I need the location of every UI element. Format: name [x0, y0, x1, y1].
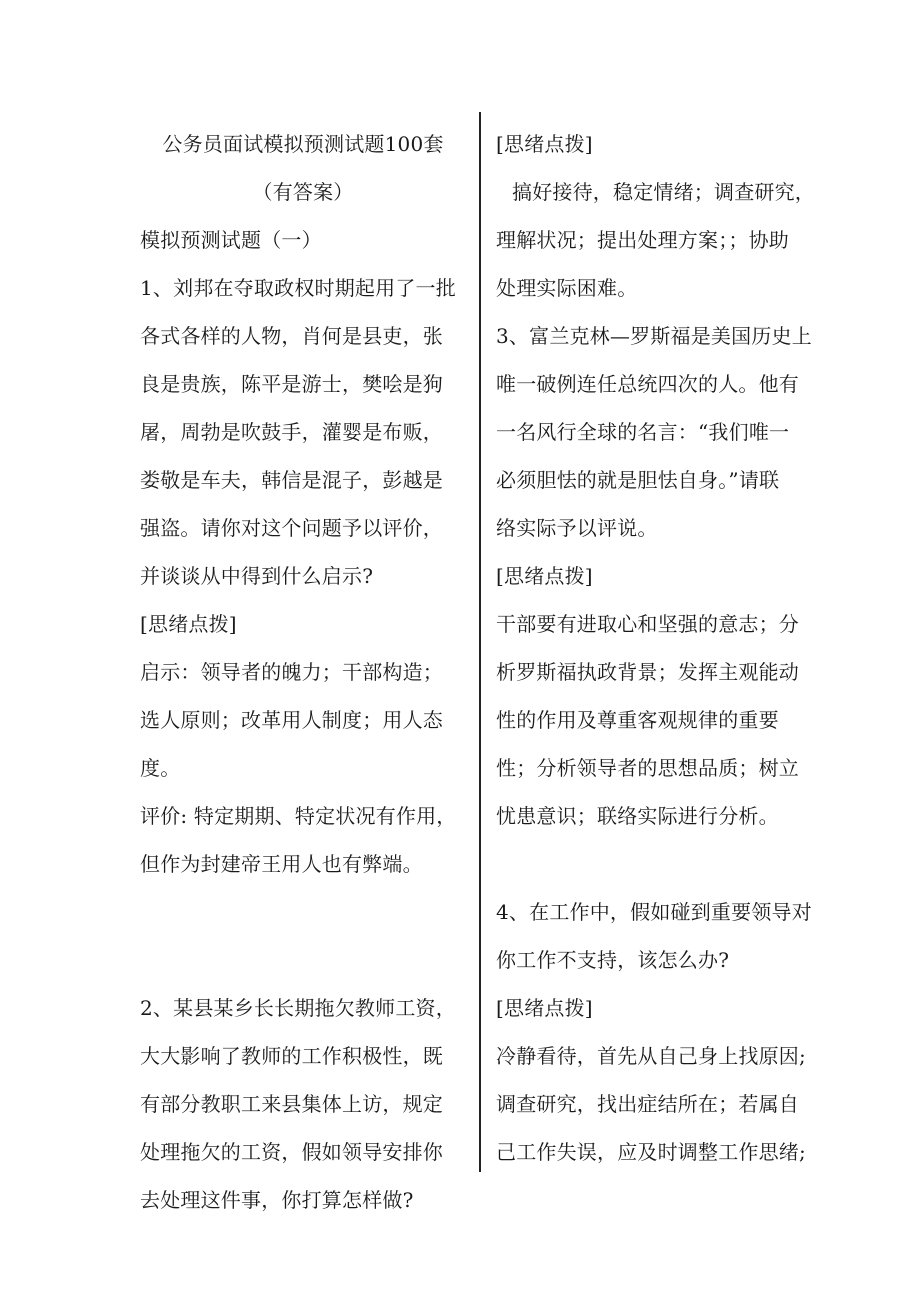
question-3-hint: [496, 552, 828, 840]
question-line: 必须胆怯的就是胆怯自身。”请联: [496, 468, 780, 492]
hint-line: 己工作失误，应及时调整工作思绪;: [496, 1140, 806, 1164]
spacer: [140, 888, 466, 936]
question-2: [140, 984, 466, 1224]
question-line: 娄敬是车夫，韩信是混子，彭越是: [140, 468, 443, 492]
hint-line: 忧患意识；联络实际进行分析。: [496, 804, 779, 828]
question-line: 1、刘邦在夺取政权时期起用了一批: [140, 276, 456, 300]
column-divider: [479, 112, 481, 1172]
hint-line: 性的作用及尊重客观规律的重要: [496, 708, 779, 732]
question-line: 你工作不支持，该怎么办?: [496, 948, 730, 972]
question-line: 去处理这件事，你打算怎样做?: [140, 1188, 414, 1212]
question-line: 屠，周勃是吹鼓手，灌婴是布贩，: [140, 420, 443, 444]
hint-label: [思绪点拨]: [496, 564, 593, 588]
question-line: 4、在工作中，假如碰到重要领导对: [496, 900, 812, 924]
question-line: 络实际予以评说。: [496, 516, 658, 540]
document-title: 公务员面试模拟预测试题100套: [162, 132, 444, 156]
question-4-hint: [496, 984, 828, 1176]
hint-label: [思绪点拨]: [496, 132, 593, 156]
hint-line: 选人原则；改革用人制度；用人态: [140, 708, 443, 732]
question-line: 强盗。请你对这个问题予以评价，: [140, 516, 443, 540]
question-line: 唯一破例连任总统四次的人。他有: [496, 372, 799, 396]
hint-line: 搞好接待，稳定情绪；调查研究，: [512, 180, 815, 204]
hint-line: 但作为封建帝王用人也有弊端。: [140, 852, 423, 876]
hint-line: 冷静看待，首先从自己身上找原因;: [496, 1044, 806, 1068]
spacer: [496, 840, 828, 888]
question-line: 2、某县某乡长长期拖欠教师工资，: [140, 996, 456, 1020]
hint-label: [思绪点拨]: [496, 996, 593, 1020]
question-line: 大大影响了教师的工作积极性，既: [140, 1044, 443, 1068]
question-2-hint: [496, 120, 828, 312]
hint-label: [思绪点拨]: [140, 612, 237, 636]
section-heading: 模拟预测试题（一）: [140, 228, 322, 252]
question-line: 并谈谈从中得到什么启示?: [140, 564, 374, 588]
question-line: 有部分教职工来县集体上访，规定: [140, 1092, 443, 1116]
question-line: 良是贵族，陈平是游士，樊哙是狗: [140, 372, 443, 396]
hint-line: 处理实际困难。: [496, 276, 638, 300]
question-line: 一名风行全球的名言：“我们唯一: [496, 420, 790, 444]
left-column: [140, 120, 466, 1224]
hint-line: 析罗斯福执政背景；发挥主观能动: [496, 660, 799, 684]
question-3: [496, 312, 828, 552]
question-1: [140, 264, 466, 600]
right-column: [496, 120, 828, 1176]
hint-line: 启示：领导者的魄力；干部构造；: [140, 660, 443, 684]
question-line: 3、富兰克林—罗斯福是美国历史上: [496, 324, 812, 348]
hint-line: 干部要有进取心和坚强的意志；分: [496, 612, 799, 636]
question-line: 各式各样的人物，肖何是县吏，张: [140, 324, 443, 348]
spacer: [140, 936, 466, 984]
hint-line: 性；分析领导者的思想品质；树立: [496, 756, 799, 780]
hint-line: 调查研究，找出症结所在；若属自: [496, 1092, 799, 1116]
document-subtitle: （有答案）: [252, 180, 354, 204]
question-1-hint: [140, 600, 466, 888]
question-line: 处理拖欠的工资，假如领导安排你: [140, 1140, 443, 1164]
hint-line: 评价: 特定期期、特定状况有作用，: [140, 804, 457, 828]
question-4: [496, 888, 828, 984]
hint-line: 度。: [140, 756, 181, 780]
hint-line: 理解状况；提出处理方案；；协助: [496, 228, 789, 252]
